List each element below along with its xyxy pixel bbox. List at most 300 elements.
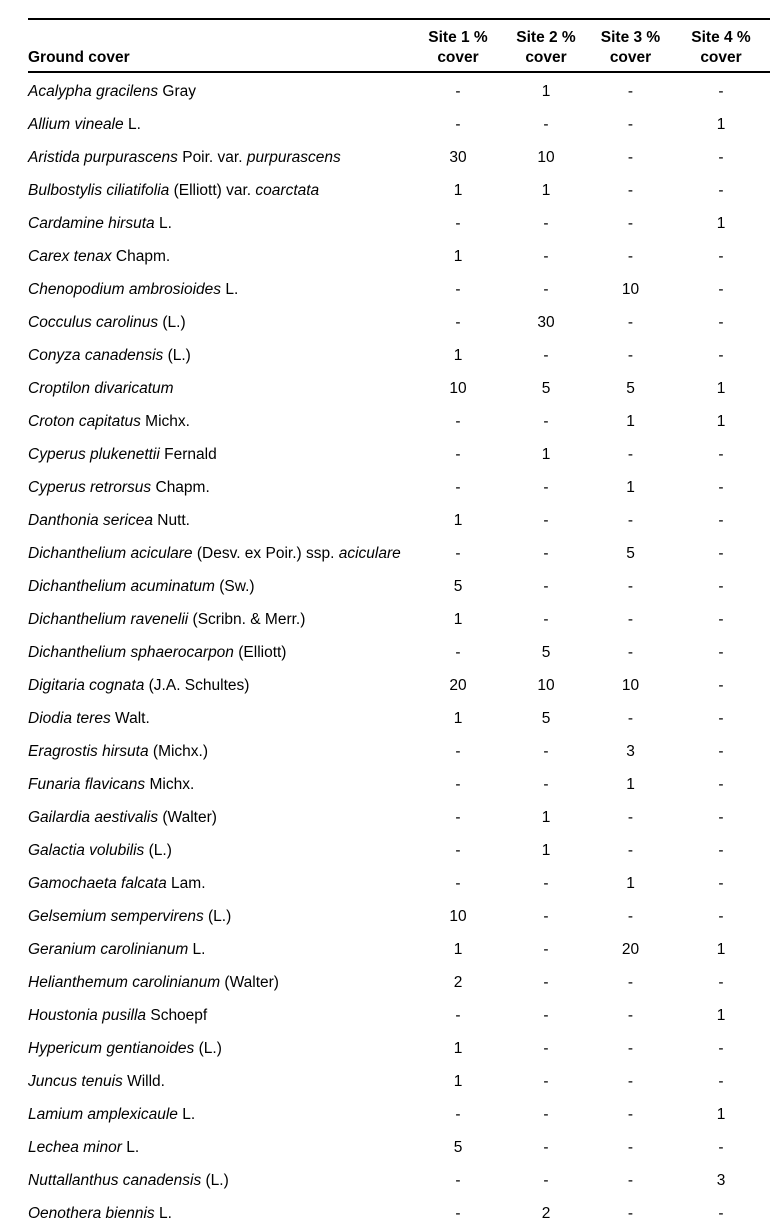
cover-value-cell: 1 bbox=[716, 413, 726, 430]
cover-value-cell: 1 bbox=[453, 710, 463, 727]
species-name-italic: Diodia teres bbox=[28, 710, 111, 727]
cover-value-cell: - bbox=[543, 578, 549, 595]
cover-value-cell: 20 bbox=[621, 941, 640, 958]
cover-value-cell: - bbox=[627, 974, 634, 991]
species-authority: (Walter) bbox=[158, 809, 217, 826]
column-header-ground-cover bbox=[28, 19, 413, 72]
cover-value-cell: - bbox=[455, 875, 461, 892]
cover-value-cell: - bbox=[627, 314, 634, 331]
site1-header-line2: cover bbox=[437, 49, 479, 66]
cover-value-cell: - bbox=[543, 116, 549, 133]
cover-value-cell: - bbox=[455, 1172, 461, 1189]
cover-value-cell: 5 bbox=[541, 380, 551, 397]
species-authority: (L.) bbox=[194, 1040, 222, 1057]
column-header-site4 bbox=[672, 19, 770, 72]
species-authority: (L.) bbox=[163, 347, 191, 364]
cover-value-cell: - bbox=[543, 215, 549, 232]
table-row bbox=[28, 238, 770, 271]
species-name-italic: Aristida purpurascens bbox=[28, 149, 178, 166]
site2-header-line2: cover bbox=[525, 49, 567, 66]
cover-value-cell: 5 bbox=[541, 644, 551, 661]
species-name-cell bbox=[28, 667, 413, 700]
cover-value-cell: 1 bbox=[716, 1007, 726, 1024]
cover-value-cell: - bbox=[718, 248, 724, 265]
cover-value-cell: - bbox=[455, 743, 461, 760]
species-name-cell bbox=[28, 700, 413, 733]
species-name-cell bbox=[28, 535, 413, 568]
table-row bbox=[28, 766, 770, 799]
table-row bbox=[28, 1063, 770, 1096]
ground-cover-label: Ground cover bbox=[28, 49, 130, 66]
species-name-italic: Digitaria cognata bbox=[28, 677, 145, 694]
cover-value-cell: - bbox=[627, 1205, 634, 1222]
table-row bbox=[28, 106, 770, 139]
species-authority: Walt. bbox=[110, 710, 150, 727]
cover-value-cell: - bbox=[455, 776, 461, 793]
species-name-italic: Croton capitatus bbox=[28, 413, 141, 430]
species-authority: L. bbox=[121, 1139, 140, 1156]
species-name-italic: Galactia volubilis bbox=[28, 842, 145, 859]
cover-value-cell: - bbox=[543, 743, 549, 760]
cover-value-cell: - bbox=[627, 149, 634, 166]
cover-value-cell: - bbox=[543, 1106, 549, 1123]
cover-value-cell: - bbox=[543, 479, 549, 496]
cover-value-cell: - bbox=[627, 1172, 634, 1189]
cover-value-cell: - bbox=[627, 809, 634, 826]
species-authority: (Elliott) var. bbox=[169, 182, 256, 199]
species-name-italic: Cyperus retrorsus bbox=[28, 479, 152, 496]
table-row bbox=[28, 370, 770, 403]
species-name-italic: Helianthemum carolinianum bbox=[28, 974, 221, 991]
table-row bbox=[28, 304, 770, 337]
cover-value-cell: 1 bbox=[541, 83, 551, 100]
table-row bbox=[28, 205, 770, 238]
table-row bbox=[28, 1030, 770, 1063]
cover-value-cell: 1 bbox=[716, 215, 726, 232]
cover-value-cell: - bbox=[543, 413, 549, 430]
cover-value-cell: - bbox=[718, 842, 724, 859]
species-authority: Willd. bbox=[122, 1073, 165, 1090]
table-row bbox=[28, 733, 770, 766]
cover-value-cell: - bbox=[543, 1139, 549, 1156]
cover-value-cell: - bbox=[627, 1139, 634, 1156]
species-name-cell bbox=[28, 403, 413, 436]
cover-value-cell: - bbox=[455, 479, 461, 496]
species-name-italic: Lechea minor bbox=[28, 1139, 122, 1156]
species-name-italic: Eragrostis hirsuta bbox=[28, 743, 149, 760]
species-name-italic: Geranium carolinianum bbox=[28, 941, 189, 958]
cover-value-cell: 5 bbox=[453, 1139, 463, 1156]
species-name-italic: Nuttallanthus canadensis bbox=[28, 1172, 202, 1189]
species-name-cell bbox=[28, 469, 413, 502]
cover-value-cell: 1 bbox=[453, 1040, 463, 1057]
cover-value-cell: 30 bbox=[449, 149, 467, 166]
cover-value-cell: 1 bbox=[453, 1073, 463, 1090]
cover-value-cell: - bbox=[718, 314, 724, 331]
cover-value-cell: - bbox=[718, 545, 724, 562]
column-header-site2 bbox=[503, 19, 589, 72]
species-name-cell bbox=[28, 139, 413, 172]
cover-value-cell: - bbox=[718, 1073, 724, 1090]
table-row bbox=[28, 1195, 770, 1228]
species-name-cell bbox=[28, 72, 413, 106]
species-name-italic: coarctata bbox=[255, 182, 320, 199]
species-name-cell bbox=[28, 1063, 413, 1096]
cover-value-cell: - bbox=[718, 1205, 724, 1222]
cover-value-cell: 1 bbox=[453, 512, 463, 529]
cover-value-cell: 10 bbox=[621, 281, 640, 298]
cover-value-cell: - bbox=[455, 842, 461, 859]
species-authority: Gray bbox=[158, 83, 197, 100]
cover-value-cell: - bbox=[627, 215, 634, 232]
species-name-italic: Hypericum gentianoides bbox=[28, 1040, 195, 1057]
cover-value-cell: - bbox=[718, 182, 724, 199]
species-name-italic: Cocculus carolinus bbox=[28, 314, 159, 331]
table-row bbox=[28, 634, 770, 667]
cover-value-cell: - bbox=[627, 1106, 634, 1123]
species-name-italic: purpurascens bbox=[246, 149, 341, 166]
species-name-italic: Funaria flavicans bbox=[28, 776, 146, 793]
cover-value-cell: - bbox=[718, 512, 724, 529]
cover-value-cell: 3 bbox=[716, 1172, 726, 1189]
cover-value-cell: 5 bbox=[626, 380, 635, 397]
species-authority: (Sw.) bbox=[214, 578, 255, 595]
cover-value-cell: - bbox=[627, 248, 634, 265]
table-row bbox=[28, 436, 770, 469]
species-name-italic: Gamochaeta falcata bbox=[28, 875, 167, 892]
species-authority: Fernald bbox=[159, 446, 217, 463]
cover-value-cell: - bbox=[627, 710, 634, 727]
cover-value-cell: - bbox=[455, 314, 461, 331]
species-name-cell bbox=[28, 106, 413, 139]
cover-value-cell: - bbox=[627, 1073, 634, 1090]
species-name-italic: Bulbostylis ciliatifolia bbox=[28, 182, 170, 199]
cover-value-cell: - bbox=[627, 512, 634, 529]
species-authority: L. bbox=[188, 941, 206, 958]
site4-header-line1: Site 4 % bbox=[691, 29, 751, 46]
species-name-italic: Cardamine hirsuta bbox=[28, 215, 155, 232]
species-name-italic: Dichanthelium aciculare bbox=[28, 545, 193, 562]
table-header bbox=[28, 19, 770, 72]
species-authority: (Walter) bbox=[220, 974, 279, 991]
cover-value-cell: 1 bbox=[453, 347, 463, 364]
species-name-italic: Danthonia sericea bbox=[28, 512, 153, 529]
cover-value-cell: - bbox=[718, 479, 724, 496]
cover-value-cell: 5 bbox=[541, 710, 551, 727]
cover-value-cell: - bbox=[718, 644, 724, 661]
table-row bbox=[28, 172, 770, 205]
cover-value-cell: - bbox=[627, 182, 634, 199]
cover-value-cell: - bbox=[455, 545, 461, 562]
species-authority: Michx. bbox=[140, 413, 190, 430]
table-row bbox=[28, 865, 770, 898]
species-name-cell bbox=[28, 766, 413, 799]
species-authority: Lam. bbox=[166, 875, 206, 892]
cover-value-cell: - bbox=[718, 281, 724, 298]
cover-value-cell: - bbox=[627, 611, 634, 628]
cover-value-cell: - bbox=[455, 281, 461, 298]
species-name-cell bbox=[28, 502, 413, 535]
cover-value-cell: - bbox=[627, 446, 634, 463]
species-name-italic: Conyza canadensis bbox=[28, 347, 164, 364]
table-row bbox=[28, 667, 770, 700]
cover-value-cell: 1 bbox=[453, 611, 463, 628]
species-name-italic: Cyperus plukenettii bbox=[28, 446, 160, 463]
cover-value-cell: 1 bbox=[453, 182, 463, 199]
cover-value-cell: - bbox=[718, 83, 724, 100]
species-name-cell bbox=[28, 172, 413, 205]
cover-value-cell: 5 bbox=[453, 578, 463, 595]
cover-value-cell: - bbox=[543, 1073, 549, 1090]
site2-header-line1: Site 2 % bbox=[516, 29, 576, 46]
site3-header-line2: cover bbox=[609, 49, 652, 66]
cover-value-cell: - bbox=[543, 1040, 549, 1057]
cover-value-cell: 10 bbox=[621, 677, 640, 694]
cover-value-cell: - bbox=[543, 248, 549, 265]
cover-value-cell: 1 bbox=[716, 380, 726, 397]
species-name-cell bbox=[28, 964, 413, 997]
ground-cover-table bbox=[28, 18, 770, 1228]
species-name-cell bbox=[28, 997, 413, 1030]
species-authority: Nutt. bbox=[152, 512, 190, 529]
species-name-cell bbox=[28, 931, 413, 964]
table-row bbox=[28, 337, 770, 370]
cover-value-cell: - bbox=[543, 281, 549, 298]
species-authority: (J.A. Schultes) bbox=[144, 677, 250, 694]
cover-value-cell: - bbox=[718, 875, 724, 892]
table-row bbox=[28, 832, 770, 865]
table-row bbox=[28, 964, 770, 997]
cover-value-cell: 1 bbox=[626, 479, 635, 496]
species-name-italic: Houstonia pusilla bbox=[28, 1007, 147, 1024]
table-row bbox=[28, 799, 770, 832]
site4-header-line2: cover bbox=[700, 49, 742, 66]
species-name-italic: Dichanthelium ravenelii bbox=[28, 611, 189, 628]
species-name-italic: Dichanthelium acuminatum bbox=[28, 578, 215, 595]
cover-value-cell: 1 bbox=[716, 116, 726, 133]
site3-header-line1: Site 3 % bbox=[600, 29, 661, 46]
cover-value-cell: - bbox=[455, 413, 461, 430]
species-name-cell bbox=[28, 436, 413, 469]
cover-value-cell: - bbox=[718, 1040, 724, 1057]
cover-value-cell: - bbox=[718, 611, 724, 628]
table-row bbox=[28, 700, 770, 733]
species-name-italic: Allium vineale bbox=[28, 116, 124, 133]
cover-value-cell: - bbox=[543, 611, 549, 628]
species-name-cell bbox=[28, 304, 413, 337]
column-header-site1 bbox=[413, 19, 503, 72]
cover-value-cell: - bbox=[543, 941, 549, 958]
species-authority: (Scribn. & Merr.) bbox=[188, 611, 306, 628]
table-row bbox=[28, 535, 770, 568]
species-name-cell bbox=[28, 205, 413, 238]
species-name-italic: Lamium amplexicaule bbox=[28, 1106, 178, 1123]
species-authority: Schoepf bbox=[146, 1007, 208, 1024]
header-row bbox=[28, 19, 770, 72]
table-row bbox=[28, 502, 770, 535]
table-row bbox=[28, 1129, 770, 1162]
cover-value-cell: - bbox=[455, 809, 461, 826]
cover-value-cell: 1 bbox=[453, 941, 463, 958]
cover-value-cell: 1 bbox=[626, 413, 635, 430]
cover-value-cell: - bbox=[455, 116, 461, 133]
cover-value-cell: - bbox=[627, 116, 634, 133]
cover-value-cell: - bbox=[627, 347, 634, 364]
cover-value-cell: 1 bbox=[626, 875, 635, 892]
species-name-italic: Gailardia aestivalis bbox=[28, 809, 159, 826]
table-row bbox=[28, 898, 770, 931]
cover-value-cell: - bbox=[627, 908, 634, 925]
species-name-cell bbox=[28, 865, 413, 898]
cover-value-cell: 20 bbox=[449, 677, 467, 694]
species-authority: (Michx.) bbox=[148, 743, 209, 760]
species-name-cell bbox=[28, 1129, 413, 1162]
cover-value-cell: 1 bbox=[716, 941, 726, 958]
cover-value-cell: - bbox=[455, 1106, 461, 1123]
cover-value-cell: - bbox=[627, 1007, 634, 1024]
table-row bbox=[28, 1162, 770, 1195]
cover-value-cell: - bbox=[627, 1040, 634, 1057]
cover-value-cell: 1 bbox=[541, 446, 551, 463]
species-name-italic: Juncus tenuis bbox=[28, 1073, 123, 1090]
cover-value-cell: 5 bbox=[626, 545, 635, 562]
species-authority: Chapm. bbox=[151, 479, 210, 496]
species-authority: Chapm. bbox=[111, 248, 171, 265]
cover-value-cell: 1 bbox=[716, 1106, 726, 1123]
site1-header-line1: Site 1 % bbox=[428, 29, 488, 46]
species-name-cell bbox=[28, 634, 413, 667]
species-name-italic: Oenothera biennis bbox=[28, 1205, 155, 1222]
species-name-cell bbox=[28, 568, 413, 601]
cover-value-cell: - bbox=[543, 545, 549, 562]
cover-value-cell: - bbox=[718, 446, 724, 463]
cover-value-cell: 10 bbox=[449, 908, 467, 925]
species-name-cell bbox=[28, 1096, 413, 1129]
cover-value-cell: - bbox=[455, 1205, 461, 1222]
species-name-italic: Croptilon divaricatum bbox=[28, 380, 174, 397]
cover-value-cell: 10 bbox=[537, 677, 555, 694]
species-authority: (L.) bbox=[158, 314, 186, 331]
cover-value-cell: 1 bbox=[626, 776, 635, 793]
column-header-site3 bbox=[589, 19, 672, 72]
species-name-cell bbox=[28, 337, 413, 370]
cover-value-cell: - bbox=[718, 149, 724, 166]
cover-value-cell: 1 bbox=[541, 809, 551, 826]
species-name-italic: Carex tenax bbox=[28, 248, 112, 265]
table-row bbox=[28, 601, 770, 634]
cover-value-cell: 1 bbox=[541, 182, 551, 199]
species-authority: L. bbox=[154, 1205, 172, 1222]
cover-value-cell: - bbox=[718, 710, 724, 727]
cover-value-cell: 10 bbox=[449, 380, 467, 397]
table-row bbox=[28, 271, 770, 304]
species-name-cell bbox=[28, 832, 413, 865]
species-name-cell bbox=[28, 1030, 413, 1063]
table-row bbox=[28, 568, 770, 601]
cover-value-cell: - bbox=[543, 512, 549, 529]
table-row bbox=[28, 403, 770, 436]
cover-value-cell: 2 bbox=[541, 1205, 551, 1222]
cover-value-cell: 1 bbox=[541, 842, 551, 859]
cover-value-cell: - bbox=[543, 974, 549, 991]
cover-value-cell: - bbox=[543, 875, 549, 892]
cover-value-cell: - bbox=[543, 1007, 549, 1024]
cover-value-cell: 10 bbox=[537, 149, 555, 166]
cover-value-cell: - bbox=[718, 974, 724, 991]
cover-value-cell: - bbox=[543, 776, 549, 793]
cover-value-cell: - bbox=[455, 215, 461, 232]
table-row bbox=[28, 72, 770, 106]
cover-value-cell: - bbox=[718, 347, 724, 364]
species-name-cell bbox=[28, 271, 413, 304]
species-name-cell bbox=[28, 1195, 413, 1228]
cover-value-cell: - bbox=[455, 83, 461, 100]
cover-value-cell: - bbox=[627, 83, 634, 100]
species-authority: (Elliott) bbox=[233, 644, 287, 661]
cover-value-cell: - bbox=[718, 809, 724, 826]
species-name-italic: Dichanthelium sphaerocarpon bbox=[28, 644, 234, 661]
cover-value-cell: - bbox=[718, 743, 724, 760]
cover-value-cell: 3 bbox=[626, 743, 635, 760]
species-authority: L. bbox=[221, 281, 239, 298]
table-row bbox=[28, 139, 770, 172]
species-authority: Michx. bbox=[145, 776, 195, 793]
cover-value-cell: - bbox=[718, 1139, 724, 1156]
species-name-italic: Acalypha gracilens bbox=[28, 83, 159, 100]
species-name-italic: Chenopodium ambrosioides bbox=[28, 281, 222, 298]
species-name-cell bbox=[28, 1162, 413, 1195]
species-name-cell bbox=[28, 370, 413, 403]
cover-value-cell: - bbox=[455, 1007, 461, 1024]
species-authority: L. bbox=[177, 1106, 196, 1123]
species-authority: L. bbox=[123, 116, 141, 133]
cover-value-cell: - bbox=[627, 578, 634, 595]
cover-value-cell: 1 bbox=[453, 248, 463, 265]
cover-value-cell: - bbox=[455, 644, 461, 661]
cover-value-cell: - bbox=[543, 908, 549, 925]
species-authority: (L.) bbox=[201, 1172, 229, 1189]
species-name-cell bbox=[28, 238, 413, 271]
cover-value-cell: 2 bbox=[453, 974, 463, 991]
cover-value-cell: - bbox=[543, 1172, 549, 1189]
cover-value-cell: - bbox=[543, 347, 549, 364]
species-authority: (L.) bbox=[144, 842, 172, 859]
species-name-cell bbox=[28, 799, 413, 832]
table-row bbox=[28, 1096, 770, 1129]
cover-value-cell: - bbox=[718, 578, 724, 595]
species-name-cell bbox=[28, 898, 413, 931]
species-authority: Poir. var. bbox=[177, 149, 247, 166]
cover-value-cell: - bbox=[627, 842, 634, 859]
species-authority: (L.) bbox=[203, 908, 232, 925]
cover-value-cell: - bbox=[718, 908, 724, 925]
species-name-italic: Gelsemium sempervirens bbox=[28, 908, 204, 925]
table-row bbox=[28, 931, 770, 964]
cover-value-cell: - bbox=[718, 776, 724, 793]
species-name-cell bbox=[28, 733, 413, 766]
cover-value-cell: - bbox=[718, 677, 724, 694]
table-body bbox=[28, 72, 770, 1228]
cover-value-cell: - bbox=[627, 644, 634, 661]
species-name-cell bbox=[28, 601, 413, 634]
species-authority: (Desv. ex Poir.) ssp. bbox=[192, 545, 339, 562]
table-row bbox=[28, 997, 770, 1030]
table-row bbox=[28, 469, 770, 502]
species-authority: L. bbox=[154, 215, 172, 232]
cover-value-cell: - bbox=[455, 446, 461, 463]
species-name-italic: aciculare bbox=[338, 545, 401, 562]
cover-value-cell: 30 bbox=[537, 314, 555, 331]
